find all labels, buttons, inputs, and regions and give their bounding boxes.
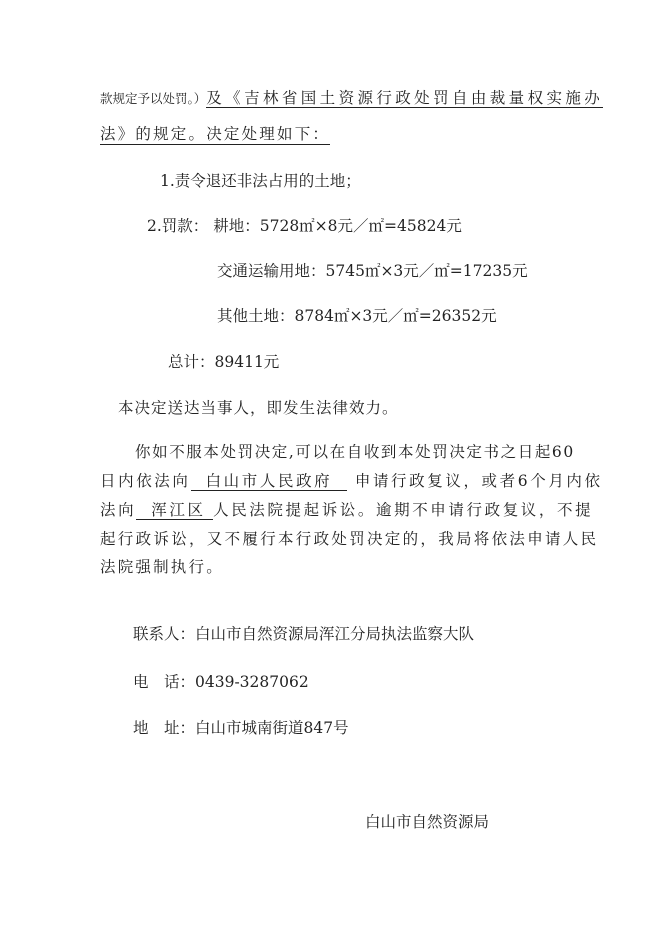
- contact-phone: 电 话：0439-3287062: [133, 673, 309, 691]
- contact-address: 地 址：白山市城南街道847号: [133, 719, 349, 737]
- line-1: [100, 88, 603, 109]
- issuing-authority: 白山市自然资源局: [365, 813, 490, 831]
- fine-label: 2.罚款：: [147, 217, 209, 235]
- appeal-text: 人民法院提起诉讼。逾期不申请行政复议，不提: [213, 501, 594, 519]
- regulation-reference: 及《吉林省国土资源行政处罚自由裁量权实施办: [206, 89, 604, 107]
- contact-person: 联系人：白山市自然资源局浑江分局执法监察大队: [133, 625, 475, 643]
- fine-transport: 交通运输用地：5745㎡×3元／㎡=17235元: [217, 262, 528, 280]
- line-1-prefix: 款规定予以处罚。）: [100, 91, 207, 106]
- fine-other: 其他土地：8784㎡×3元／㎡=26352元: [217, 307, 497, 325]
- appeal-line-5: 法院强制执行。: [100, 558, 224, 576]
- line-2: 法》的规定。决定处理如下：: [100, 125, 331, 143]
- court-district: 浑江区: [136, 501, 214, 519]
- appeal-line-2: [100, 471, 603, 491]
- decision-item-1: 1.责令退还非法占用的土地；: [160, 172, 361, 190]
- appeal-line-4: 起行政诉讼，又不履行本行政处罚决定的，我局将依法申请人民: [100, 530, 599, 548]
- appeal-text: 法向: [100, 501, 137, 519]
- review-authority: 白山市人民政府: [190, 472, 348, 490]
- appeal-line-1: 你如不服本处罚决定,可以在自收到本处罚决定书之日起60: [135, 443, 575, 461]
- effect-statement: 本决定送达当事人，即发生法律效力。: [118, 399, 399, 417]
- appeal-text: 日内依法向: [100, 472, 191, 490]
- appeal-line-3: [100, 500, 593, 520]
- fine-total: 总计：89411元: [168, 353, 280, 371]
- decision-item-2: [147, 216, 462, 236]
- appeal-text: 申请行政复议，或者6个月内依: [347, 472, 603, 490]
- fine-farmland: 耕地：5728㎡×8元／㎡=45824元: [213, 217, 462, 235]
